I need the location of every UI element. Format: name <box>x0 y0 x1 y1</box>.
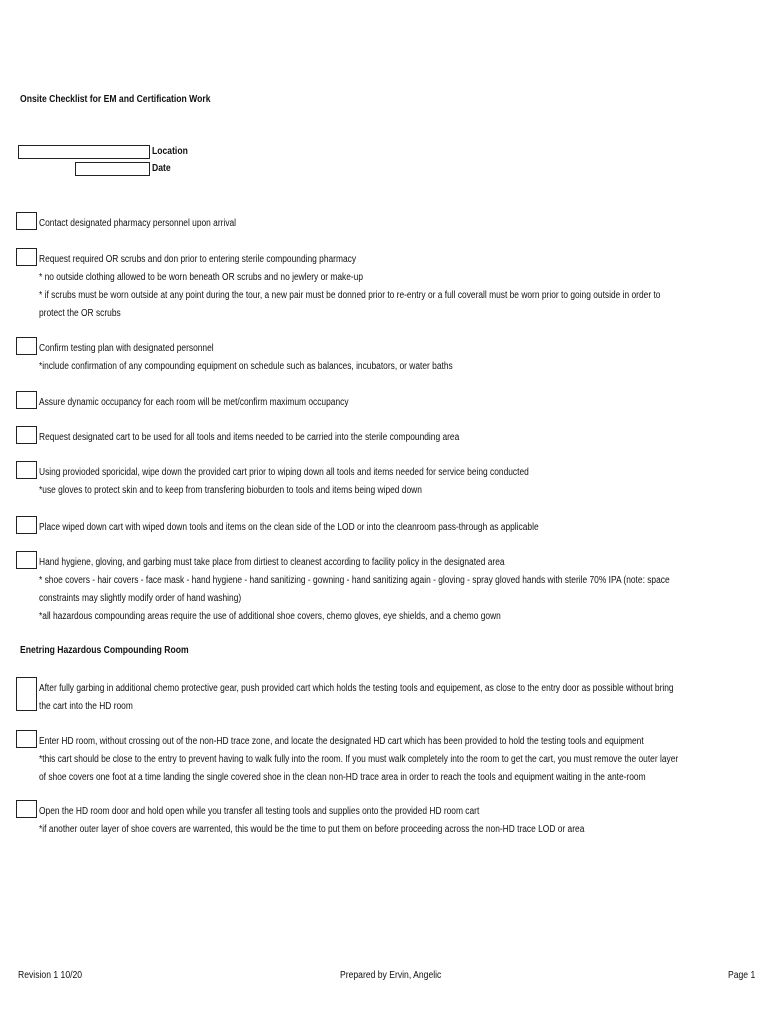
item-line: Using provioded sporicidal, wipe down the provided cart prior to wiping down all tools and items needed for service being conducted <box>39 467 529 478</box>
item-checkbox[interactable] <box>16 426 37 444</box>
section-heading: Enetring Hazardous Compounding Room <box>20 645 189 656</box>
item-line: *if another outer layer of shoe covers are warrented, this would be the time to put them on before proceeding across the non-HD trace LOD or area <box>39 824 585 835</box>
date-field[interactable] <box>75 162 150 176</box>
item-checkbox[interactable] <box>16 337 37 355</box>
item-text <box>39 340 747 376</box>
item-line: *all hazardous compounding areas require the use of additional shoe covers, chemo gloves, eye shields, and a chemo gown <box>39 611 501 622</box>
item-checkbox[interactable] <box>16 730 37 748</box>
item-line: the cart into the HD room <box>39 701 133 712</box>
item-checkbox[interactable] <box>16 212 37 230</box>
item-line: Open the HD room door and hold open while you transfer all testing tools and supplies onto the provided HD room cart <box>39 806 480 817</box>
item-text <box>39 394 747 412</box>
item-text <box>39 554 747 626</box>
item-text <box>39 464 747 500</box>
item-line: After fully garbing in additional chemo protective gear, push provided cart which holds the testing tools and equipement, as close to the entry door as possible without bring <box>39 683 674 694</box>
item-checkbox[interactable] <box>16 800 37 818</box>
item-line: constraints may slightly modify order of hand washing) <box>39 593 242 604</box>
item-checkbox[interactable] <box>16 516 37 534</box>
item-line: Contact designated pharmacy personnel upon arrival <box>39 218 237 229</box>
footer-prepared-by: Prepared by Ervin, Angelic <box>340 970 442 981</box>
item-line: Assure dynamic occupancy for each room will be met/confirm maximum occupancy <box>39 397 349 408</box>
item-text <box>39 519 747 537</box>
location-label: Location <box>152 146 188 157</box>
footer-revision: Revision 1 10/20 <box>18 970 83 981</box>
item-text <box>39 733 747 787</box>
location-field[interactable] <box>18 145 150 159</box>
item-text <box>39 429 747 447</box>
item-checkbox[interactable] <box>16 248 37 266</box>
item-checkbox[interactable] <box>16 551 37 569</box>
item-line: *this cart should be close to the entry to prevent having to walk fully into the room. If you must walk completely into the room to get the cart, you must remove the outer layer <box>39 754 679 765</box>
item-line: *include confirmation of any compounding equipment on schedule such as balances, incubators, or water baths <box>39 361 453 372</box>
item-line: Hand hygiene, gloving, and garbing must take place from dirtiest to cleanest according to facility policy in the designated area <box>39 557 505 568</box>
item-line: Enter HD room, without crossing out of the non-HD trace zone, and locate the designated HD cart which has been provided to hold the testing tools and equipment <box>39 736 644 747</box>
date-label: Date <box>152 163 171 174</box>
item-line: * if scrubs must be worn outside at any point during the tour, a new pair must be donned prior to re-entry or a full coverall must be worn prior to going outside in order to <box>39 290 661 301</box>
item-line: *use gloves to protect skin and to keep from transfering bioburden to tools and items being wiped down <box>39 485 422 496</box>
item-line: Confirm testing plan with designated personnel <box>39 343 214 354</box>
item-text <box>39 215 747 233</box>
item-checkbox[interactable] <box>16 677 37 711</box>
item-line: * shoe covers - hair covers - face mask - hand hygiene - hand sanitizing - gowning - hand sanitizing again - gloving - spray gloved hands with sterile 70% IPA (note: space <box>39 575 670 586</box>
item-text <box>39 251 747 323</box>
item-line: Request designated cart to be used for all tools and items needed to be carried into the sterile compounding area <box>39 432 460 443</box>
item-line: Request required OR scrubs and don prior to entering sterile compounding pharmacy <box>39 254 357 265</box>
item-checkbox[interactable] <box>16 391 37 409</box>
item-checkbox[interactable] <box>16 461 37 479</box>
page-title: Onsite Checklist for EM and Certification Work <box>20 94 211 105</box>
item-line: of shoe covers one foot at a time landing the single covered shoe in the clean non-HD trace area in order to reach the tools and equipment waiting in the ante-room <box>39 772 646 783</box>
item-text <box>39 803 747 839</box>
item-line: Place wiped down cart with wiped down tools and items on the clean side of the LOD or into the cleanroom pass-through as applicable <box>39 522 539 533</box>
item-line: * no outside clothing allowed to be worn beneath OR scrubs and no jewlery or make-up <box>39 272 364 283</box>
item-text <box>39 680 747 716</box>
footer-page-number: Page 1 <box>728 970 756 981</box>
item-line: protect the OR scrubs <box>39 308 121 319</box>
